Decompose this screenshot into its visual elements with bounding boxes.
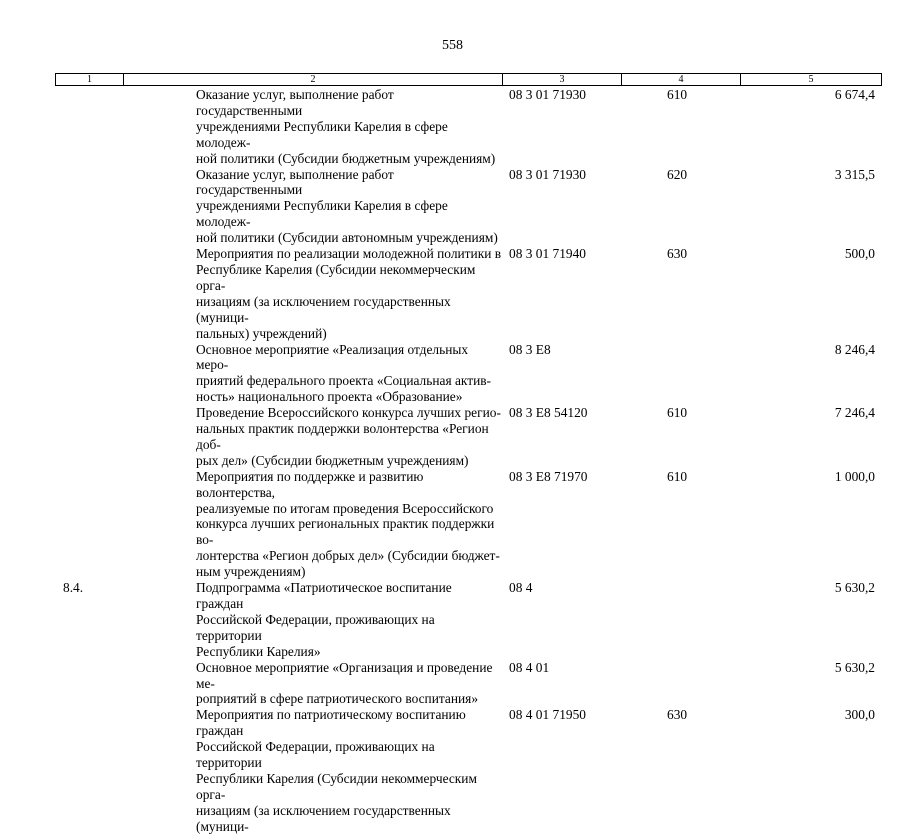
row-amount: 3 315,5 (834, 166, 875, 182)
table-row (55, 405, 881, 469)
row-code: 08 4 01 (509, 659, 550, 675)
column-header-5: 5 (741, 74, 882, 86)
row-number (55, 87, 123, 167)
row-number (55, 405, 123, 469)
row-number (55, 342, 123, 406)
row-code: 08 3 E8 71970 (509, 468, 588, 484)
column-header-2: 2 (124, 74, 503, 86)
row-description: Мероприятия по поддержке и развитию волонтерства, реализуемые по итогам проведения Всероссийского конкурса лучших региональных практик поддержки во- лонтерства «Регион добрых дел» (Субсидии бюджет- ным учреждениям) (196, 468, 500, 580)
column-header-row (56, 74, 882, 86)
table-row (55, 660, 881, 708)
row-amount: 8 246,4 (834, 341, 875, 357)
row-amount: 500,0 (844, 246, 875, 262)
row-number (55, 707, 123, 834)
row-number (55, 167, 123, 247)
row-expense-type: 610 (667, 87, 688, 102)
row-number (55, 246, 123, 341)
row-code: 08 4 01 71950 (509, 707, 586, 723)
budget-table (55, 87, 881, 835)
row-amount: 7 246,4 (834, 405, 875, 421)
row-amount: 6 674,4 (834, 87, 875, 102)
row-code: 08 3 E8 (509, 341, 551, 357)
row-amount: 300,0 (844, 707, 875, 723)
table-row (55, 580, 881, 660)
row-amount: 1 000,0 (834, 468, 875, 484)
row-description: Подпрограмма «Патриотическое воспитание граждан Российской Федерации, проживающих на территории Республики Карелия» (196, 580, 452, 659)
row-expense-type (621, 580, 740, 660)
table-row (55, 87, 881, 167)
row-expense-type (621, 660, 740, 708)
row-description: Мероприятия по реализации молодежной политики в Республике Карелия (Субсидии некоммерческим орга- низациям (за исключением государственных (муници- пальных) учреждений) (196, 246, 502, 341)
table-row (55, 469, 881, 580)
row-expense-type: 610 (667, 468, 688, 484)
row-description: Проведение Всероссийского конкурса лучших регио- нальных практик поддержки волонтерства «Регион доб- рых дел» (Субсидии бюджетным учреждениям) (196, 405, 501, 468)
row-description: Основное мероприятие «Реализация отдельных меро- приятий федерального проекта «Социальная актив- ность» национального проекта «Образование» (196, 341, 492, 405)
row-number: 8.4. (63, 580, 84, 596)
column-header-3: 3 (503, 74, 622, 86)
row-expense-type: 610 (667, 405, 688, 421)
column-header-4: 4 (622, 74, 741, 86)
row-expense-type (621, 342, 740, 406)
table-row (55, 167, 881, 247)
column-header-1: 1 (56, 74, 124, 86)
row-description: Основное мероприятие «Организация и проведение ме- роприятий в сфере патриотического воспитания» (196, 659, 493, 707)
row-code: 08 4 (509, 580, 533, 596)
row-description: Оказание услуг, выполнение работ государственными учреждениями Республики Карелия в сфере молодеж- ной политики (Субсидии автономным учреждениям) (196, 166, 498, 246)
row-description: Мероприятия по патриотическому воспитанию граждан Российской Федерации, проживающих на территории Республики Карелия (Субсидии некоммерческим орга- низациям (за исключением государственных (муници- (196, 707, 477, 834)
row-description: Оказание услуг, выполнение работ государственными учреждениями Республики Карелия в сфере молодеж- ной политики (Субсидии бюджетным учреждениям) (196, 87, 496, 166)
table-row (55, 707, 881, 834)
row-number (55, 660, 123, 708)
page-number: 558 (442, 38, 463, 53)
row-code: 08 3 E8 54120 (509, 405, 588, 421)
row-amount: 5 630,2 (834, 659, 875, 675)
row-expense-type: 620 (667, 166, 688, 182)
row-code: 08 3 01 71940 (509, 246, 586, 262)
table-row (55, 342, 881, 406)
row-code: 08 3 01 71930 (509, 87, 586, 102)
row-amount: 5 630,2 (834, 580, 875, 596)
column-header-table (55, 73, 882, 86)
row-code: 08 3 01 71930 (509, 166, 586, 182)
row-expense-type: 630 (667, 246, 688, 262)
table-row (55, 246, 881, 341)
row-expense-type: 630 (667, 707, 688, 723)
row-number (55, 469, 123, 580)
